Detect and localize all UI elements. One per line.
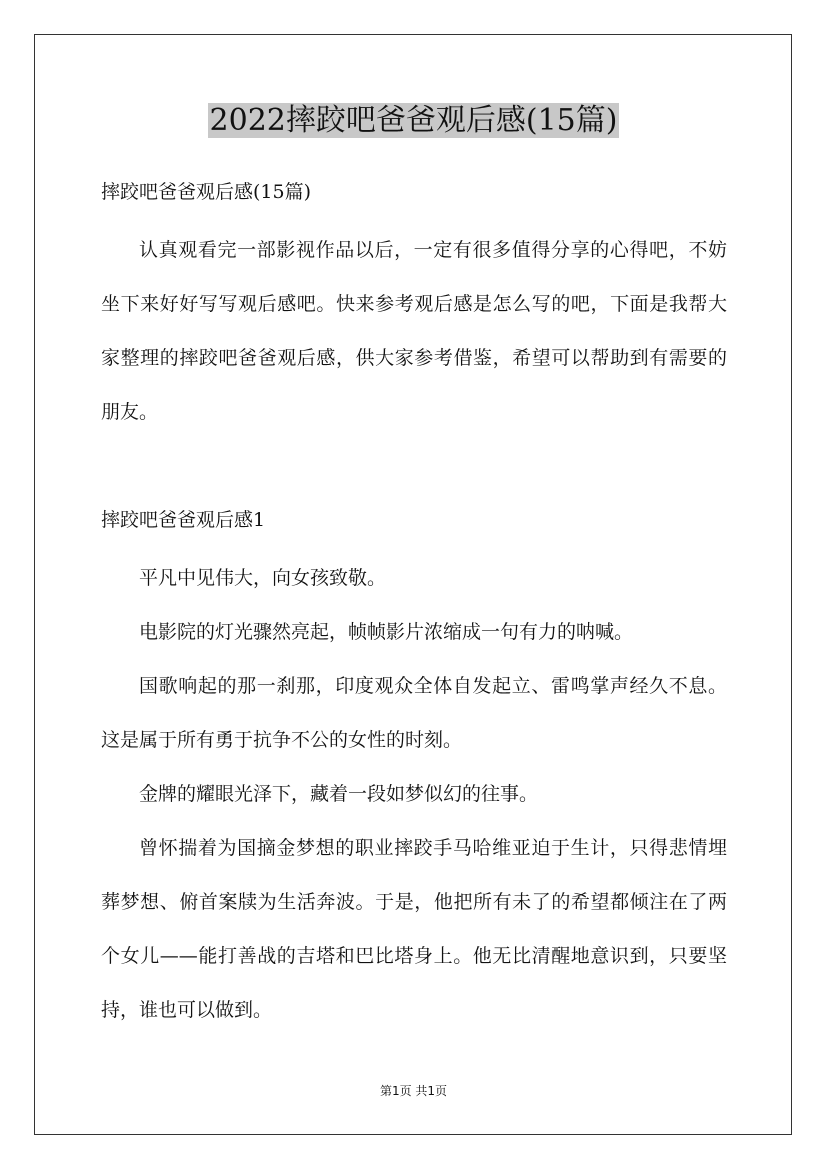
document-subtitle: 摔跤吧爸爸观后感(15篇): [101, 181, 312, 203]
document-body: [101, 173, 727, 1037]
intro-paragraph: 认真观看完一部影视作品以后，一定有很多值得分享的心得吧，不妨坐下来好好写写观后感吧。快来参考观后感是怎么写的吧，下面是我帮大家整理的摔跤吧爸爸观后感，供大家参考借鉴，希望可以帮助到有需要的朋友。: [101, 239, 727, 423]
body-paragraph: 国歌响起的那一刹那，印度观众全体自发起立、雷鸣掌声经久不息。这是属于所有勇于抗争不公的女性的时刻。: [101, 675, 727, 751]
body-paragraph: 平凡中见伟大，向女孩致敬。: [139, 567, 387, 589]
section-heading: 摔跤吧爸爸观后感1: [101, 509, 266, 531]
body-paragraph: 电影院的灯光骤然亮起，帧帧影片浓缩成一句有力的呐喊。: [139, 621, 634, 643]
body-paragraph: 金牌的耀眼光泽下，藏着一段如梦似幻的往事。: [139, 783, 539, 805]
page-number: 第1页 共1页: [379, 1084, 448, 1098]
body-paragraph: 曾怀揣着为国摘金梦想的职业摔跤手马哈维亚迫于生计，只得悲情埋葬梦想、俯首案牍为生活奔波。于是，他把所有未了的希望都倾注在了两个女儿——能打善战的吉塔和巴比塔身上。他无比清醒地意识到，只要坚持，谁也可以做到。: [101, 837, 727, 1021]
document-title: 2022摔跤吧爸爸观后感(15篇): [209, 103, 618, 138]
